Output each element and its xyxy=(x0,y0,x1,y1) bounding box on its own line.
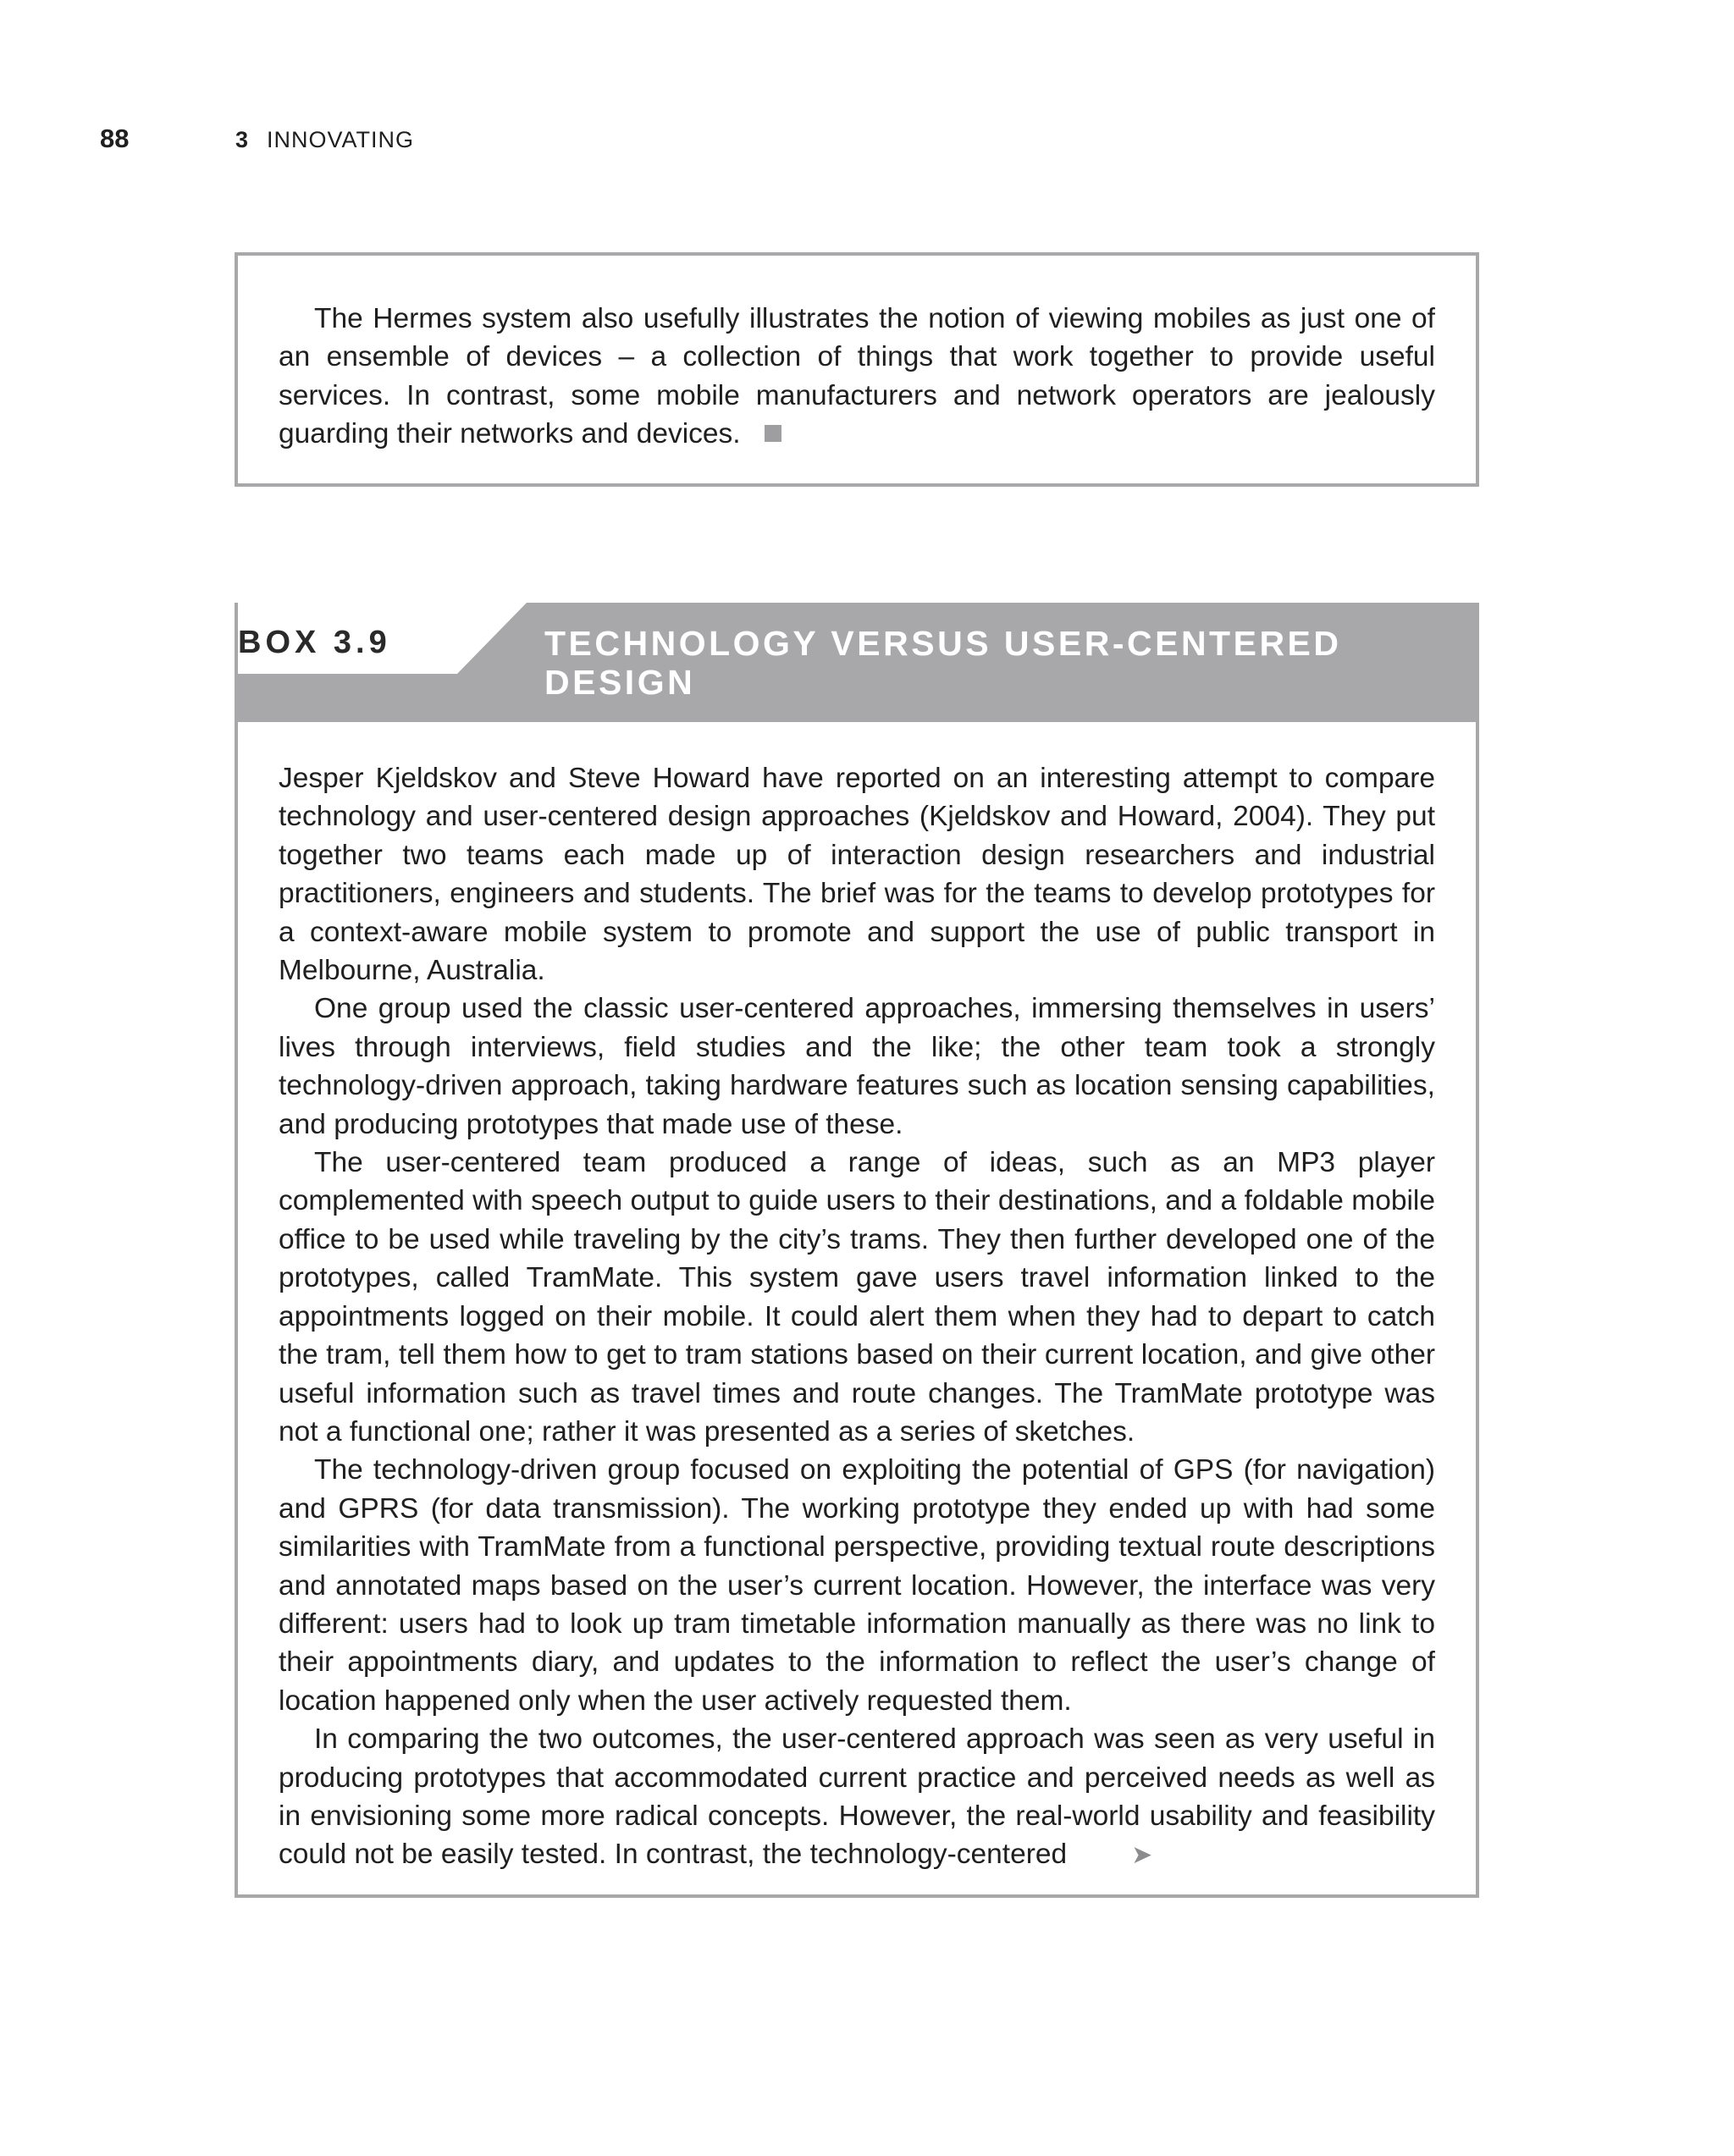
box-paragraph-4: The technology-driven group focused on exploiting the potential of GPS (for navigation) and GPRS (for data transmission). The working prototype they ended up with had some similarities with TramMate from a functional perspective, providing textual route descriptions and annotated maps based on the user’s current location. However, the interface was very different: users had to look up tram timetable information manually as there was no link to their appointments diary, and updates to the information to reflect the user’s change of location happened only when the user actively requested them. xyxy=(279,1454,1435,1717)
box-title: TECHNOLOGY VERSUS USER-CENTERED DESIGN xyxy=(544,624,1342,702)
continued-box xyxy=(235,252,1479,487)
chapter-number: 3 xyxy=(235,127,249,152)
box-label: BOX 3.9 xyxy=(238,625,391,660)
chapter-title: INNOVATING xyxy=(267,127,415,152)
box-3-9 xyxy=(235,603,1479,1898)
end-of-box-square-icon xyxy=(765,425,781,442)
box-paragraph-5 xyxy=(279,1720,1435,1875)
box-paragraph-1: Jesper Kjeldskov and Steve Howard have reported on an interesting attempt to compare technology and user-centered design approaches (Kjeldskov and Howard, 2004). They put together two teams each made up of interaction design researchers and industrial practitioners, engineers and students. The brief was for the teams to develop prototypes for a context-aware mobile system to promote and support the use of public transport in Melbourne, Australia. xyxy=(279,763,1435,987)
continued-arrow-icon: ➤ xyxy=(1131,1841,1153,1870)
running-head xyxy=(100,124,414,157)
box-header xyxy=(238,603,1476,722)
box-paragraph-5-text: In comparing the two outcomes, the user-centered approach was seen as very useful in producing prototypes that accommodated current practice and perceived needs as well as in envisioning some more radical concepts. However, the real-world usability and feasibility could not be easily tested. In contrast, the technology-centered xyxy=(279,1723,1435,1871)
box-body xyxy=(238,722,1476,1875)
box-paragraph-3: The user-centered team produced a range of ideas, such as an MP3 player complemented with speech output to guide users to their destinations, and a foldable mobile office to be used while traveling by the city’s trams. They then further developed one of the prototypes, called TramMate. This system gave users travel information linked to the appointments logged on their mobile. It could alert them when they had to depart to catch the tram, tell them how to get to tram stations based on their current location, and give other useful information such as travel times and route changes. The TramMate prototype was not a functional one; rather it was presented as a series of sketches. xyxy=(279,1147,1435,1447)
continued-paragraph-text: The Hermes system also usefully illustrates the notion of viewing mobiles as just one of an ensemble of devices – a collection of things that work together to provide useful services. In contrast, some mobile manufacturers and network operators are jealously guarding their networks and devices. xyxy=(279,303,1435,450)
box-paragraph-2: One group used the classic user-centered approaches, immersing themselves in users’ lives through interviews, field studies and the like; the other team took a strongly technology-driven approach, taking hardware features such as location sensing capabilities, and producing prototypes that made use of these. xyxy=(279,993,1435,1140)
page-number: 88 xyxy=(100,124,130,153)
continued-paragraph xyxy=(279,300,1435,454)
